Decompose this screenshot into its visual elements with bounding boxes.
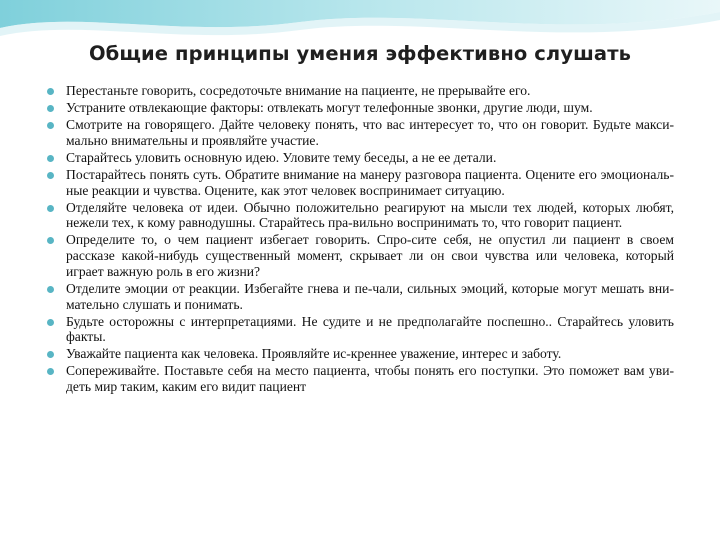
- list-item-text: Определите то, о чем пациент избегает говорить. Спро-сите себя, не опустил ли пациент в своем рассказе какой-нибудь существенный момент, скрывает ли он свои чувства или человека, который играет важную роль в его жизни?: [66, 232, 674, 279]
- bullet-icon: [47, 155, 54, 162]
- list-item: [46, 200, 674, 232]
- list-item-text: Постарайтесь понять суть. Обратите внимание на манеру разговора пациента. Оцените его эмоциональ-ные реакции и чувства. Оцените, как этот человек воспринимает ситуацию.: [66, 166, 674, 198]
- list-item-text: Старайтесь уловить основную идею. Уловите тему беседы, а не ее детали.: [66, 149, 497, 165]
- list-item: [46, 281, 674, 313]
- list-item: [46, 100, 674, 116]
- principles-list: [46, 83, 674, 396]
- list-item-text: Уважайте пациента как человека. Проявляйте ис-креннее уважение, интерес и заботу.: [66, 346, 562, 362]
- bullet-icon: [47, 88, 54, 95]
- bullet-icon: [47, 319, 54, 326]
- list-item-text: Перестаньте говорить, сосредоточьте внимание на пациенте, не прерывайте его.: [66, 83, 531, 98]
- list-item-text: Устраните отвлекающие факторы: отвлекать могут телефонные звонки, другие люди, шум.: [66, 99, 593, 115]
- bullet-icon: [47, 237, 54, 244]
- bullet-icon: [47, 286, 54, 293]
- bullet-icon: [47, 105, 54, 112]
- list-item: [46, 117, 674, 149]
- list-item-text: Смотрите на говорящего. Дайте человеку понять, что вас интересует то, что он говорит. Будьте макси-мально внимательны и проявляйте участие.: [66, 116, 674, 148]
- list-item: [46, 363, 674, 395]
- list-item-text: Будьте осторожны с интерпретациями. Не судите и не предполагайте поспешно.. Старайтесь уловить факты.: [66, 313, 674, 345]
- list-item: [46, 167, 674, 199]
- bullet-icon: [47, 205, 54, 212]
- list-item: [46, 346, 674, 362]
- bullet-icon: [47, 122, 54, 129]
- list-item-text: Отделяйте человека от идеи. Обычно положительно реагируют на мысли тех людей, которых любят, нежели тех, к кому равнодушны. Старайтесь пра-вильно воспринимать то, что говорит пациент.: [66, 199, 674, 231]
- list-item: [46, 232, 674, 279]
- list-item: [46, 314, 674, 346]
- slide-title: Общие принципы умения эффективно слушать: [88, 42, 632, 65]
- list-item-text: Отделите эмоции от реакции. Избегайте гнева и пе-чали, сильных эмоций, которые могут мешать вни-мательно слушать и понимать.: [66, 280, 674, 312]
- list-item: [46, 150, 674, 166]
- list-item-text: Сопереживайте. Поставьте себя на место пациента, чтобы понять его поступки. Это поможет вам уви-деть мир таким, каким его видит пациент: [66, 363, 674, 395]
- bullet-icon: [47, 368, 54, 375]
- bullet-icon: [47, 351, 54, 358]
- bullet-icon: [47, 172, 54, 179]
- list-item: [46, 83, 674, 99]
